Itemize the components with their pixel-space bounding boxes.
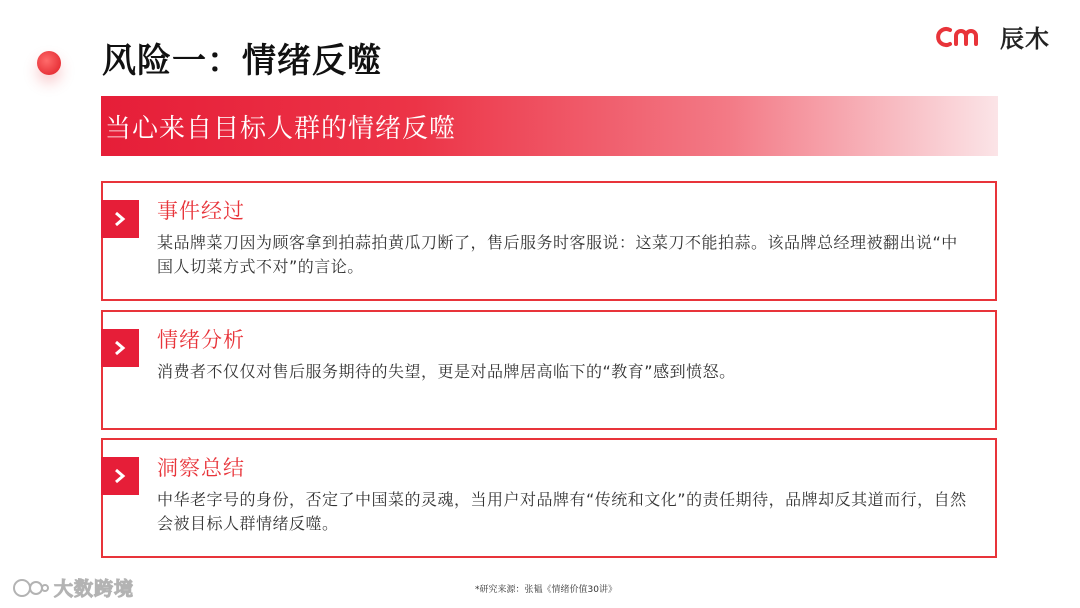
- card-body: 中华老字号的身份，否定了中国菜的灵魂，当用户对品牌有“传统和文化”的责任期待，品牌却反其道而行，自然会被目标人群情绪反噬。: [157, 490, 967, 533]
- card-event: [101, 181, 997, 301]
- card-heading: 情绪分析: [157, 328, 245, 352]
- page-title: 风险一：情绪反噬: [102, 41, 382, 81]
- chevron-right-icon: [101, 329, 139, 367]
- card-body: 消费者不仅仅对售后服务期待的失望，更是对品牌居高临下的“教育”感到愤怒。: [157, 362, 736, 381]
- watermark-logo-icon: [10, 576, 50, 600]
- banner-text: 当心来自目标人群的情绪反噬: [105, 113, 457, 144]
- brand-logo: [934, 20, 1050, 52]
- source-note: *研究来源：张韫《情绪价值30讲》: [475, 585, 617, 595]
- watermark: [10, 574, 134, 601]
- watermark-text: 大数跨境: [54, 578, 135, 600]
- card-heading: 事件经过: [157, 199, 245, 223]
- chevron-right-icon: [101, 200, 139, 238]
- subtitle-banner: [101, 96, 998, 156]
- card-heading: 洞察总结: [157, 456, 245, 480]
- brand-name: 辰木: [1000, 24, 1050, 53]
- card-body: 某品牌菜刀因为顾客拿到拍蒜拍黄瓜刀断了，售后服务时客服说：这菜刀不能拍蒜。该品牌总经理被翻出说“中国人切菜方式不对”的言论。: [157, 233, 958, 276]
- decorative-dot: [37, 51, 61, 75]
- card-analysis: [101, 310, 997, 430]
- chevron-right-icon: [101, 457, 139, 495]
- brand-logo-mark: [934, 22, 994, 50]
- card-insight: [101, 438, 997, 558]
